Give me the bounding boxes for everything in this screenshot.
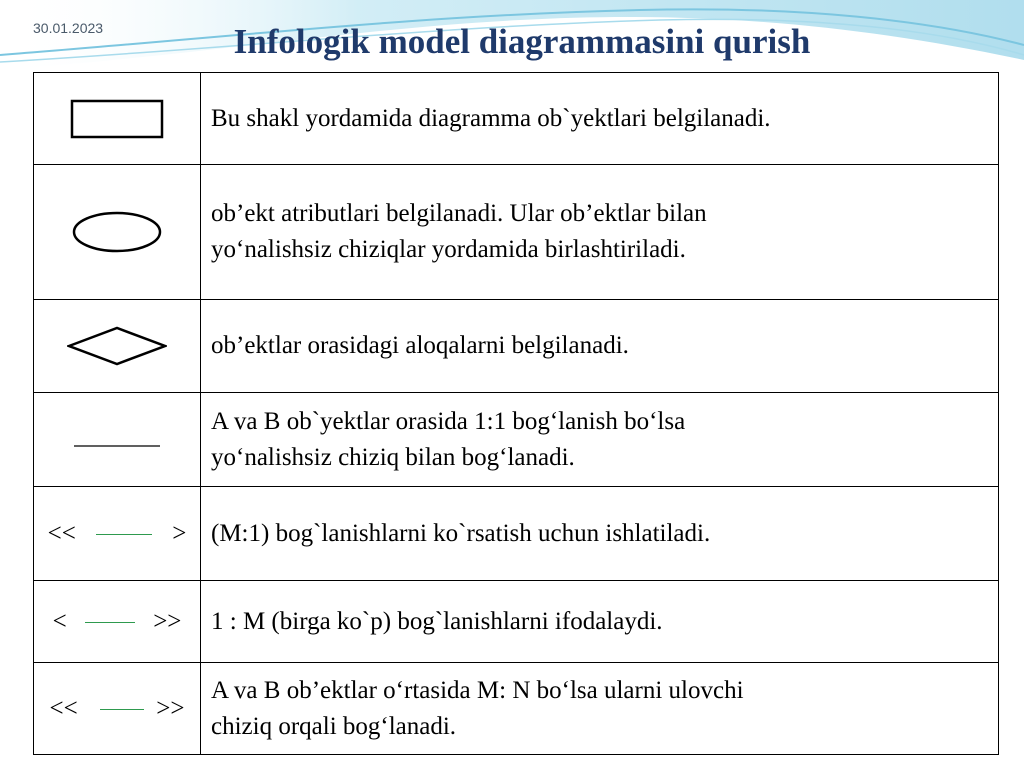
symbol-cell [34, 487, 201, 581]
diamond-icon [67, 326, 167, 366]
symbol-cell [34, 393, 201, 487]
description-cell [201, 487, 999, 581]
table-row [34, 73, 999, 165]
table-row [34, 393, 999, 487]
description-line: Bu shakl yordamida diagramma ob`yektlari belgilanadi. [211, 104, 771, 132]
description-line: A va B ob`yektlar orasida 1:1 bog‘lanish bo‘lsa [211, 407, 686, 435]
description-line: yo‘nalishsiz chiziq bilan bog‘lanadi. [211, 443, 575, 471]
connector-line-icon [85, 622, 135, 623]
symbol-cell [34, 73, 201, 165]
connector-line-icon [96, 534, 152, 535]
description-cell [201, 165, 999, 300]
description-cell [201, 73, 999, 165]
arrow-right-mark: >> [156, 694, 185, 722]
description-line: ob’ekt atributlari belgilanadi. Ular ob’ektlar bilan [211, 200, 707, 227]
table-row [34, 663, 999, 755]
description-cell [201, 300, 999, 393]
arrow-right-mark: >> [153, 607, 182, 635]
description-line: chiziq orqali bog‘lanadi. [211, 712, 457, 740]
description-line: 1 : M (birga ko`p) bog`lanishlarni ifodalaydi. [211, 607, 663, 635]
line-icon [72, 436, 162, 456]
table-row [34, 300, 999, 393]
symbol-cell [34, 165, 201, 300]
arrow-left-mark: << [49, 694, 78, 722]
connector-line-icon [100, 709, 144, 710]
slide-date: 30.01.2023 [33, 20, 104, 36]
arrow-left-mark: < [52, 607, 67, 635]
arrow-right-mark: > [172, 519, 187, 547]
symbol-cell [34, 581, 201, 663]
description-cell [201, 581, 999, 663]
table-row [34, 487, 999, 581]
symbol-cell [34, 300, 201, 393]
description-cell [201, 663, 999, 755]
ellipse-icon [71, 210, 163, 254]
description-line: (M:1) bog`lanishlarni ko`rsatish uchun ishlatiladi. [211, 519, 711, 547]
slide-title: Infologik model diagrammasini qurish [233, 22, 811, 61]
description-line: A va B ob’ektlar o‘rtasida M: N bo‘lsa ularni ulovchi [211, 676, 744, 704]
symbols-table [33, 72, 999, 755]
table-row [34, 581, 999, 663]
arrow-left-mark: << [47, 519, 76, 547]
symbol-cell [34, 663, 201, 755]
rectangle-icon [70, 99, 164, 139]
description-cell [201, 393, 999, 487]
table-row [34, 165, 999, 300]
description-line: ob’ektlar orasidagi aloqalarni belgilanadi. [211, 332, 629, 359]
description-line: yo‘nalishsiz chiziqlar yordamida birlashtiriladi. [211, 236, 686, 263]
